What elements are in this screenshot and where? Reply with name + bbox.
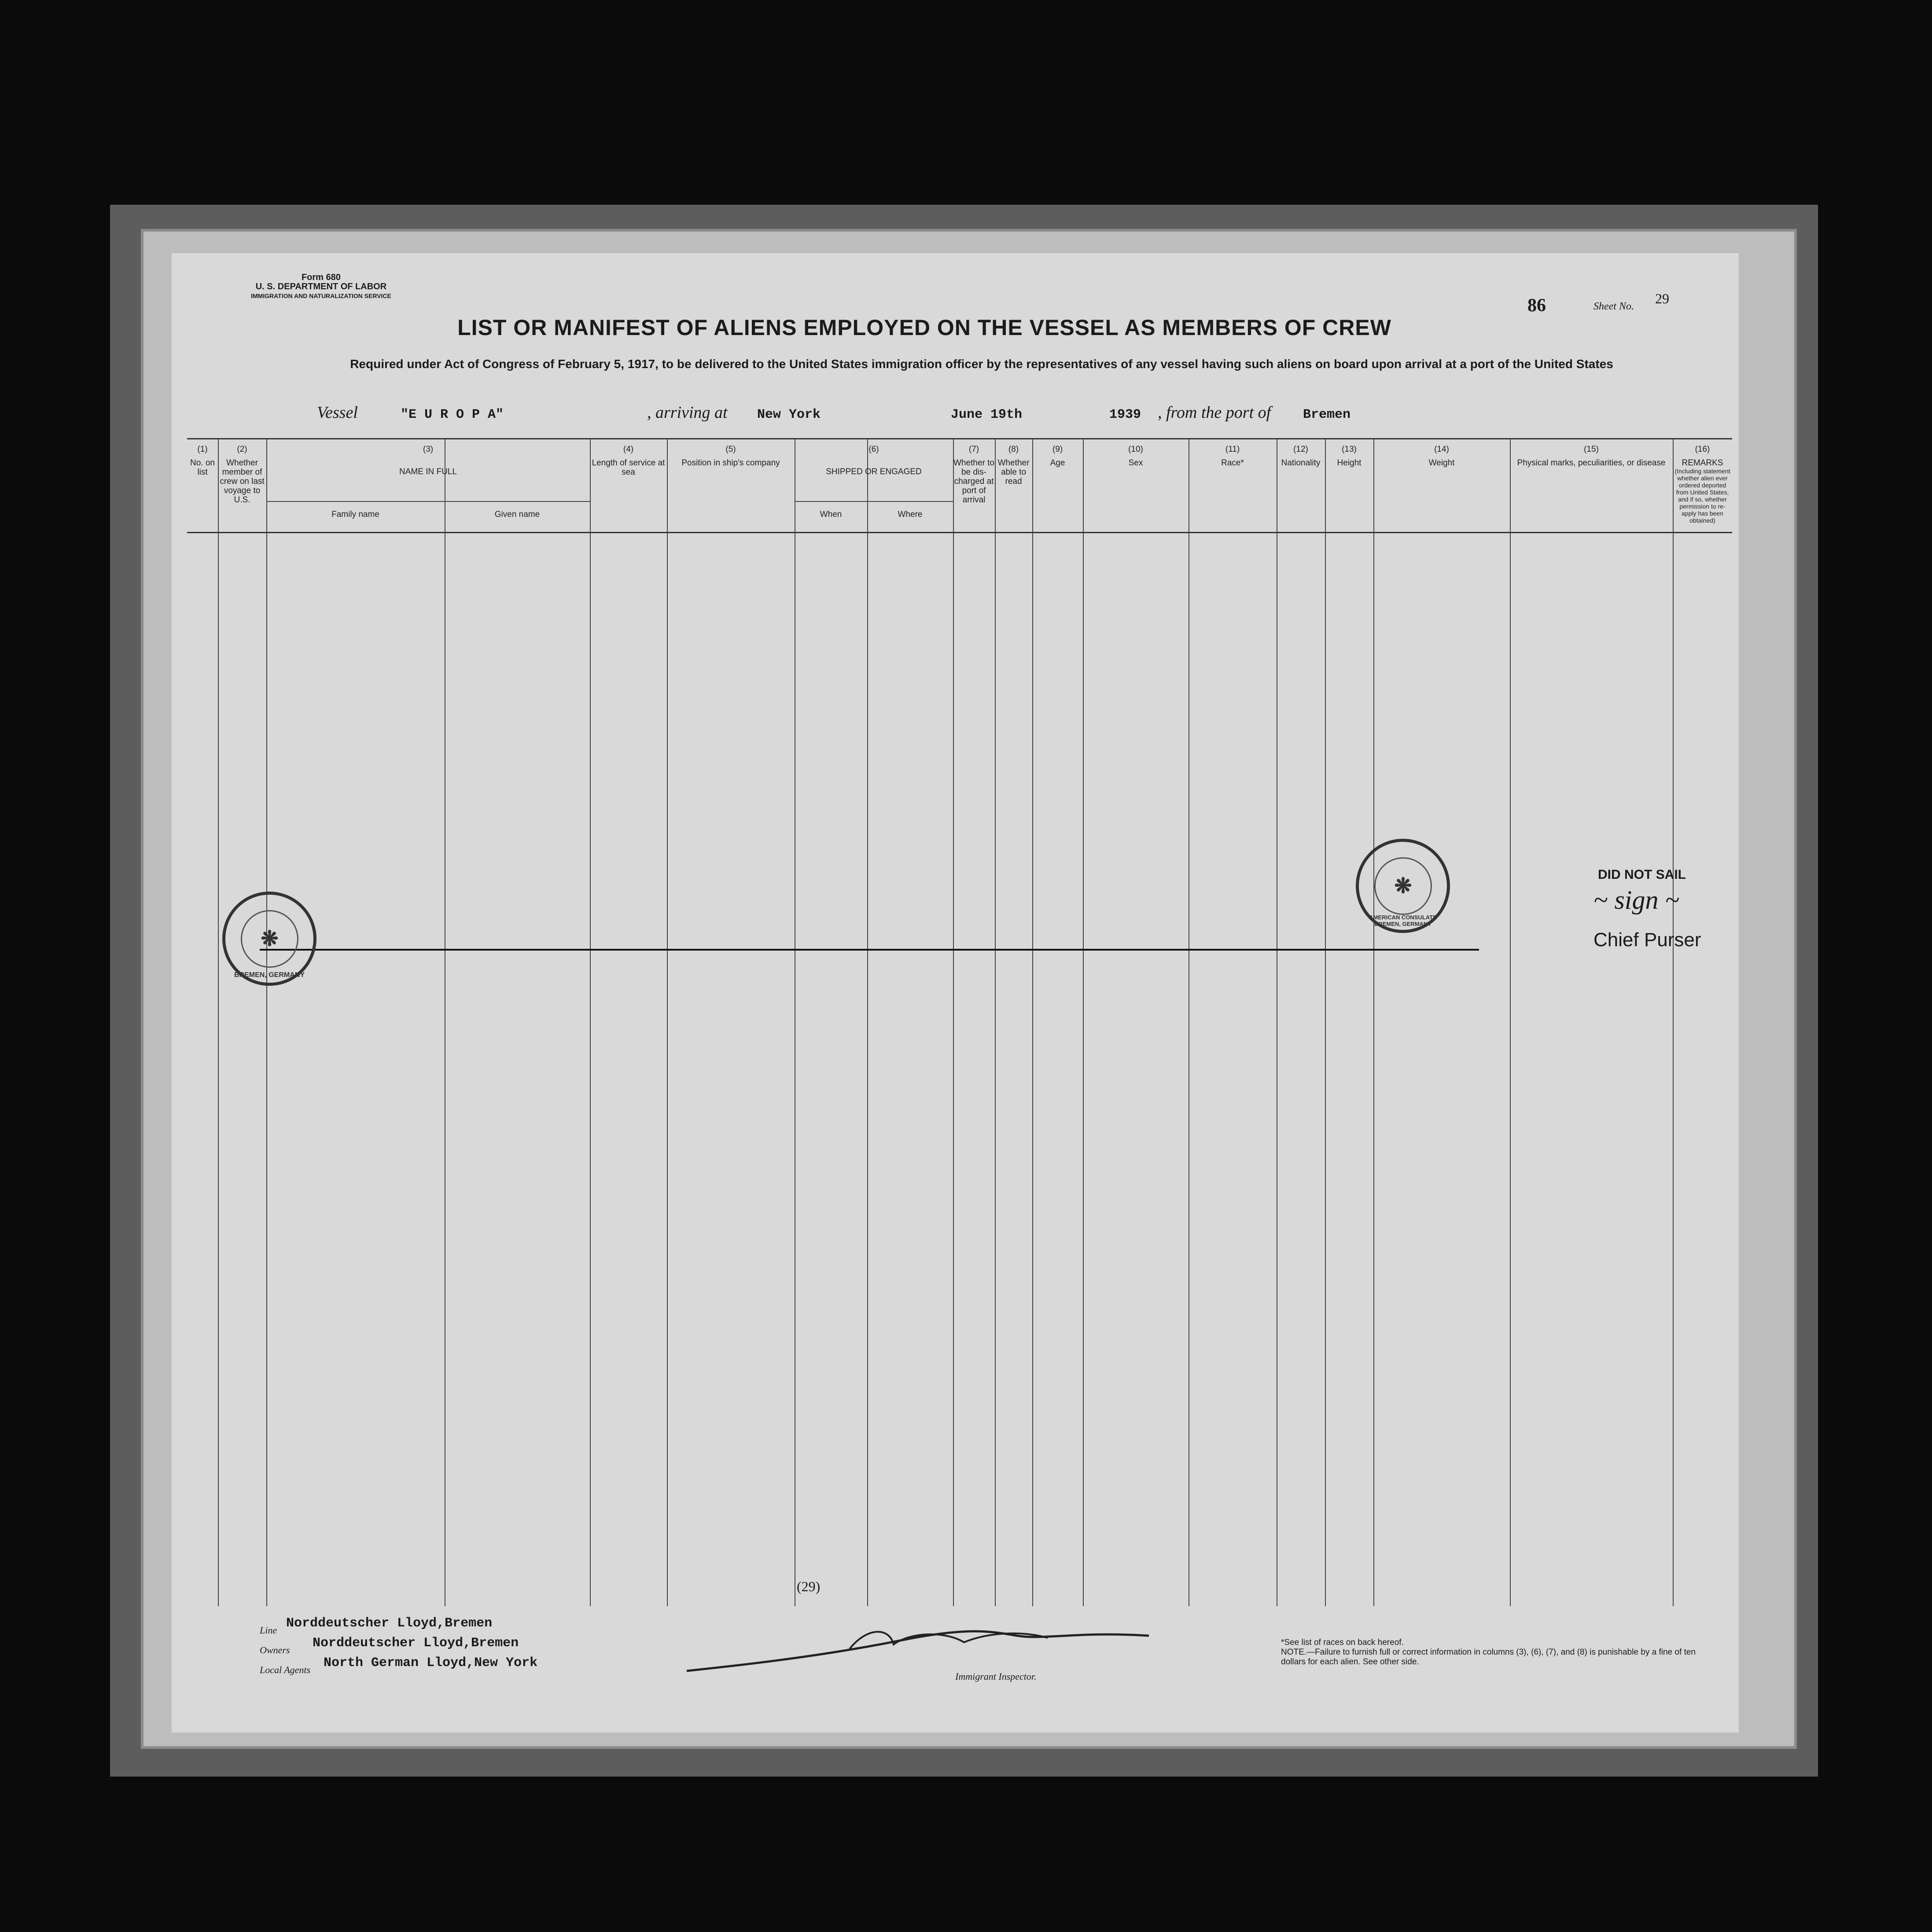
- strike-through-row-5: [260, 949, 1479, 951]
- column-header: [667, 445, 795, 468]
- vessel-label: Vessel: [317, 403, 358, 422]
- column-number: (11): [1225, 445, 1240, 454]
- column-rule: [1673, 439, 1674, 1606]
- column-subheader: Family name: [331, 510, 379, 519]
- column-label: Position in ship's company: [681, 458, 780, 468]
- sheet-number: 29: [1655, 291, 1669, 306]
- column-label: NAME IN FULL: [399, 467, 457, 476]
- column-label: Whether able to read: [997, 458, 1030, 486]
- column-label: No. on list: [190, 458, 215, 477]
- sheet-label: Sheet No.: [1593, 301, 1634, 312]
- column-rule: [667, 439, 668, 1606]
- column-label: Race*: [1221, 458, 1244, 468]
- line-value: Norddeutscher Lloyd,Bremen: [286, 1616, 493, 1631]
- eagle-seal-icon: ❋: [1374, 857, 1432, 915]
- column-header: [1325, 445, 1373, 468]
- agents-value: North German Lloyd,New York: [324, 1655, 538, 1670]
- line-label: Line: [260, 1625, 277, 1636]
- column-header: [795, 445, 953, 476]
- column-label: Sex: [1128, 458, 1143, 468]
- row-count-note: (29): [797, 1578, 821, 1594]
- column-number: (1): [197, 445, 208, 454]
- vessel-name: "E U R O P A": [401, 407, 504, 422]
- races-note: *See list of races on back hereof.: [1281, 1638, 1404, 1647]
- column-number: (5): [725, 445, 736, 454]
- column-label: Whether member of crew on last voyage to U.S.: [220, 458, 265, 505]
- owners-value: Norddeutscher Lloyd,Bremen: [313, 1636, 519, 1651]
- column-rule: [995, 439, 996, 1606]
- subheader-rule: [795, 501, 953, 502]
- column-header: [1673, 445, 1732, 524]
- did-not-sail-note: DID NOT SAIL: [1598, 867, 1686, 882]
- inspector-label: Immigrant Inspector.: [955, 1671, 1037, 1682]
- column-header: [1083, 445, 1189, 468]
- column-subheader: When: [820, 510, 842, 519]
- column-header: [1510, 445, 1673, 468]
- column-header: [1032, 445, 1083, 468]
- page-subtitle: Required under Act of Congress of February 5, 1917, to be delivered to the United States immigration officer by the representatives of any vessel having such aliens on board upon arrival at a port of the United States: [350, 357, 1613, 371]
- column-number: (12): [1293, 445, 1308, 454]
- eagle-seal-icon: ❋: [241, 910, 298, 968]
- column-rule: [590, 439, 591, 1606]
- column-header: [953, 445, 995, 505]
- column-number: (2): [237, 445, 247, 454]
- column-rule: [867, 439, 868, 1606]
- column-number: (14): [1434, 445, 1449, 454]
- form-number: Form 680: [301, 273, 341, 282]
- column-rule: [953, 439, 954, 1606]
- column-label: Weight: [1428, 458, 1455, 468]
- column-label: Nationality: [1281, 458, 1321, 468]
- column-subheader: Where: [898, 510, 923, 519]
- column-header: [1373, 445, 1510, 468]
- stamp-text: BREMEN, GERMANY: [234, 971, 305, 979]
- column-header: [1277, 445, 1325, 468]
- column-label: SHIPPED OR ENGAGED: [826, 467, 922, 476]
- column-header: [187, 445, 218, 477]
- column-rule: [218, 439, 219, 1606]
- arrival-port: New York: [757, 407, 821, 422]
- column-number: (7): [968, 445, 979, 454]
- column-number: (3): [423, 445, 434, 454]
- column-header: [218, 445, 266, 505]
- handwritten-number: 86: [1527, 295, 1546, 316]
- column-label: Length of service at sea: [592, 458, 665, 477]
- crew-table: [187, 438, 1732, 1606]
- column-rule: [1325, 439, 1326, 1606]
- manifest-sheet: [172, 253, 1739, 1733]
- column-rule: [1032, 439, 1033, 1606]
- column-rule: [1510, 439, 1511, 1606]
- page-title: LIST OR MANIFEST OF ALIENS EMPLOYED ON THE VESSEL AS MEMBERS OF CREW: [457, 315, 1391, 340]
- footnote: [1281, 1638, 1712, 1667]
- header-rule: [187, 532, 1732, 533]
- penalty-note: NOTE.—Failure to furnish full or correct information in columns (3), (6), (7), and (8) is punishable by a fine of ten dollars for each alien. See other side.: [1281, 1648, 1696, 1667]
- consulate-stamp-left: [222, 892, 316, 986]
- column-header: [1189, 445, 1277, 468]
- inspector-signature: [682, 1622, 1158, 1675]
- column-number: (4): [623, 445, 634, 454]
- arrival-date: June 19th: [951, 407, 1023, 422]
- column-label: Physical marks, peculiarities, or disease: [1517, 458, 1666, 468]
- column-header: [266, 445, 590, 476]
- column-header: [995, 445, 1032, 486]
- purser-signature: ~ sign ~: [1593, 885, 1679, 914]
- owners-label: Owners: [260, 1644, 290, 1655]
- column-number: (16): [1695, 445, 1710, 454]
- stamp-text: AMERICAN CONSULATE BREMEN, GERMANY: [1369, 914, 1437, 927]
- column-label: Age: [1050, 458, 1065, 468]
- departure-port: Bremen: [1303, 407, 1351, 422]
- subheader-rule: [266, 501, 590, 502]
- column-number: (13): [1342, 445, 1357, 454]
- consulate-stamp-right: [1356, 839, 1450, 933]
- column-header: [590, 445, 667, 477]
- from-label: , from the port of: [1158, 403, 1271, 422]
- column-number: (9): [1052, 445, 1063, 454]
- arrival-year: 1939: [1109, 407, 1141, 422]
- column-rule: [1083, 439, 1084, 1606]
- column-subtext: (Including statement whether alien ever ordered deported from United States, and if so, whether permission to re-apply has been obtained): [1674, 468, 1730, 524]
- column-number: (8): [1008, 445, 1019, 454]
- chief-purser-label: Chief Purser: [1593, 929, 1701, 951]
- column-label: Whether to be dis-charged at port of arrival: [953, 458, 994, 505]
- service-name: IMMIGRATION AND NATURALIZATION SERVICE: [251, 292, 391, 299]
- column-rule: [266, 439, 267, 1606]
- column-number: (15): [1584, 445, 1599, 454]
- department-name: U. S. DEPARTMENT OF LABOR: [255, 282, 387, 291]
- arriving-label: , arriving at: [647, 403, 728, 422]
- agents-label: Local Agents: [260, 1664, 311, 1675]
- column-number: (6): [868, 445, 879, 454]
- column-label: REMARKS: [1682, 458, 1723, 468]
- column-label: Height: [1337, 458, 1362, 468]
- column-number: (10): [1128, 445, 1143, 454]
- column-rule: [1373, 439, 1374, 1606]
- form-number-block: [251, 273, 391, 301]
- column-subheader: Given name: [494, 510, 540, 519]
